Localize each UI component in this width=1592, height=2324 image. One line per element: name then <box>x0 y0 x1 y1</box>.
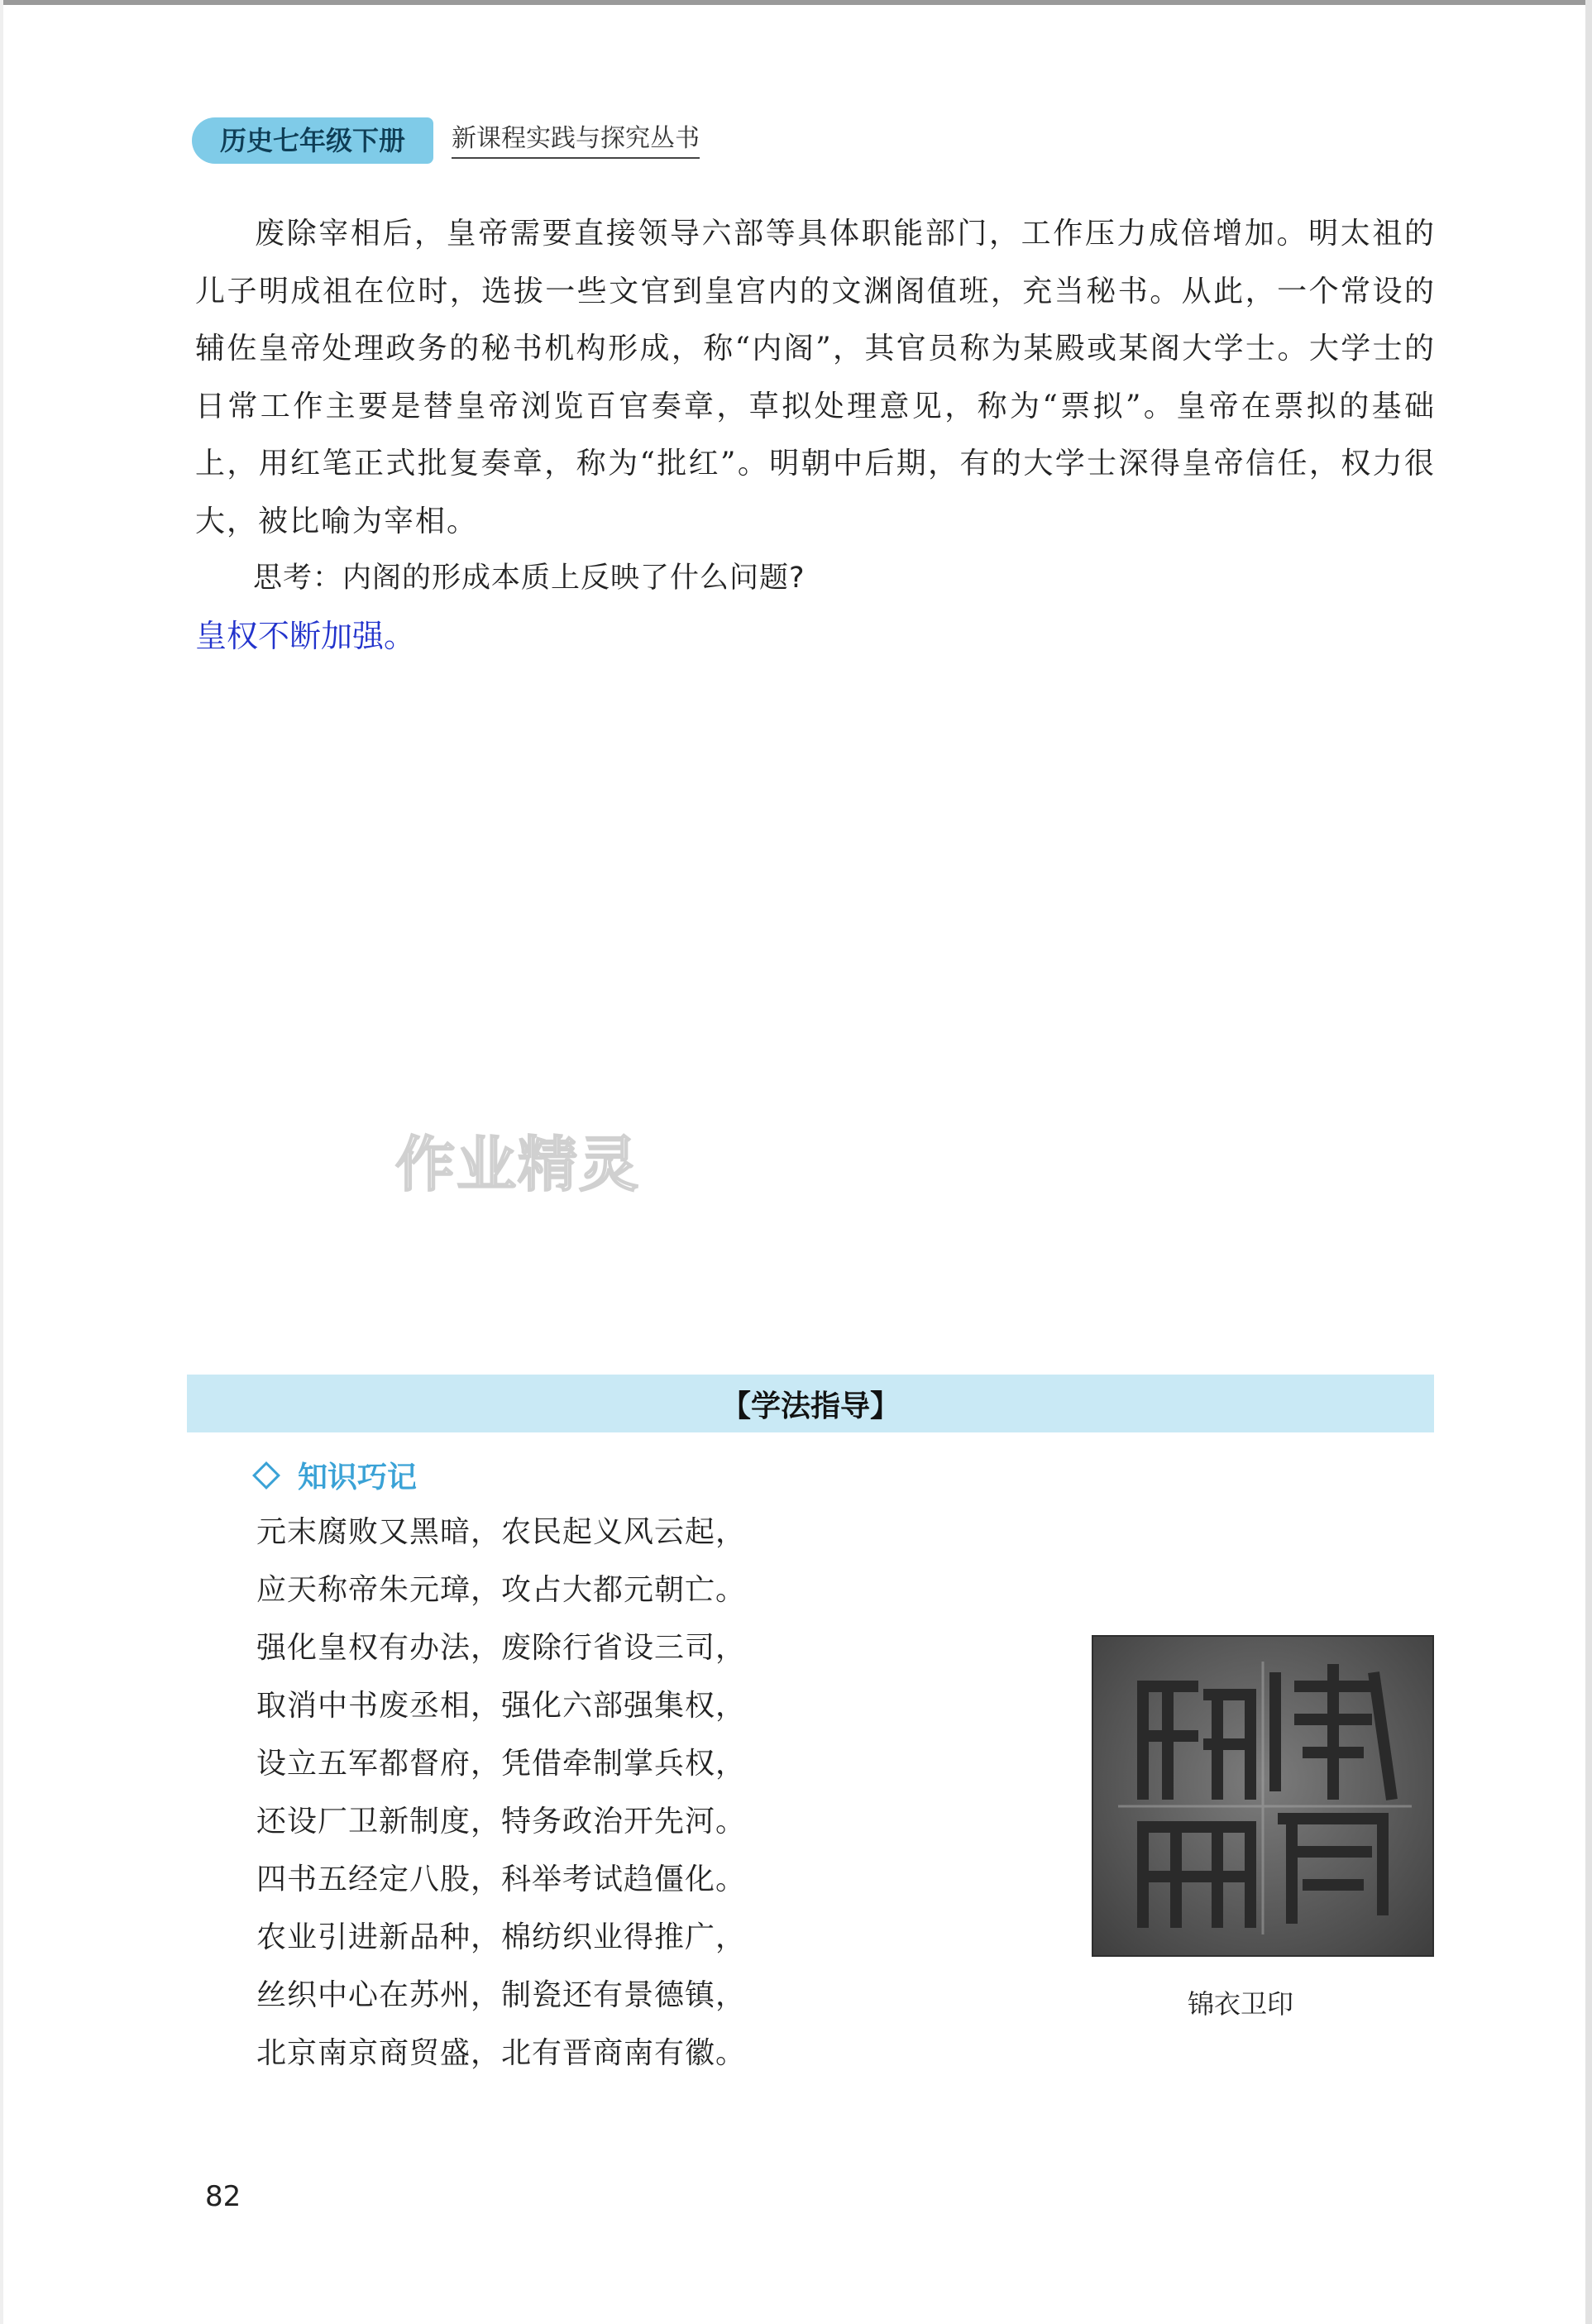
subheading <box>256 1454 417 1496</box>
header-book-tag: 历史七年级下册 <box>192 117 433 164</box>
right-page-edge <box>1585 0 1592 2324</box>
left-page-edge <box>0 0 3 2324</box>
poem-line: 设立五军都督府，凭借牵制掌兵权， <box>256 1747 747 1781</box>
subheading-title: 知识巧记 <box>298 1461 418 1494</box>
handwritten-answer: 皇权不断加强。 <box>195 618 416 654</box>
body-text <box>195 205 1436 608</box>
poem-line: 农业引进新品种，棉纺织业得推广， <box>256 1920 747 1954</box>
seal-carving-icon <box>1093 1637 1432 1955</box>
figure-caption: 锦衣卫印 <box>1188 1988 1294 2020</box>
watermark: 作业精灵 <box>395 1130 641 1199</box>
poem-line: 丝织中心在苏州，制瓷还有景德镇， <box>256 1978 747 2012</box>
top-edge-rule <box>0 0 1592 5</box>
poem-line: 取消中书废丞相，强化六部强集权， <box>256 1689 747 1723</box>
page-header <box>192 116 700 165</box>
section-title: 【学法指导】 <box>720 1389 900 1423</box>
header-series-title: 新课程实践与探究丛书 <box>452 122 700 159</box>
poem-line: 四书五经定八股，科举考试趋僵化。 <box>256 1863 747 1896</box>
think-question: 思考：内阁的形成本质上反映了什么问题? <box>253 562 806 595</box>
mnemonic-poem <box>256 1504 746 2083</box>
poem-line: 元末腐败又黑暗，农民起义风云起， <box>256 1515 747 1549</box>
seal-image <box>1092 1635 1434 1957</box>
poem-line: 北京南京商贸盛，北有晋商南有徽。 <box>256 2036 747 2070</box>
poem-line: 还设厂卫新制度，特务政治开先河。 <box>256 1805 747 1839</box>
section-bar <box>187 1375 1434 1432</box>
page-number: 82 <box>205 2180 241 2213</box>
poem-line: 应天称帝朱元璋，攻占大都元朝亡。 <box>256 1573 747 1607</box>
diamond-bullet-icon <box>252 1461 280 1490</box>
poem-line: 强化皇权有办法，废除行省设三司， <box>256 1631 747 1665</box>
body-paragraph: 废除宰相后，皇帝需要直接领导六部等具体职能部门，工作压力成倍增加。明太祖的儿子明成祖在位时，选拔一些文官到皇宫内的文渊阁值班，充当秘书。从此，一个常设的辅佐皇帝处理政务的秘书机构形成，称“内阁”，其官员称为某殿或某阁大学士。大学士的日常工作主要是替皇帝浏览百官奏章，草拟处理意见，称为“票拟”。皇帝在票拟的基础上，用红笔正式批复奏章，称为“批红”。明朝中后期，有的大学士深得皇帝信任，权力很大，被比喻为宰相。 <box>195 217 1436 538</box>
